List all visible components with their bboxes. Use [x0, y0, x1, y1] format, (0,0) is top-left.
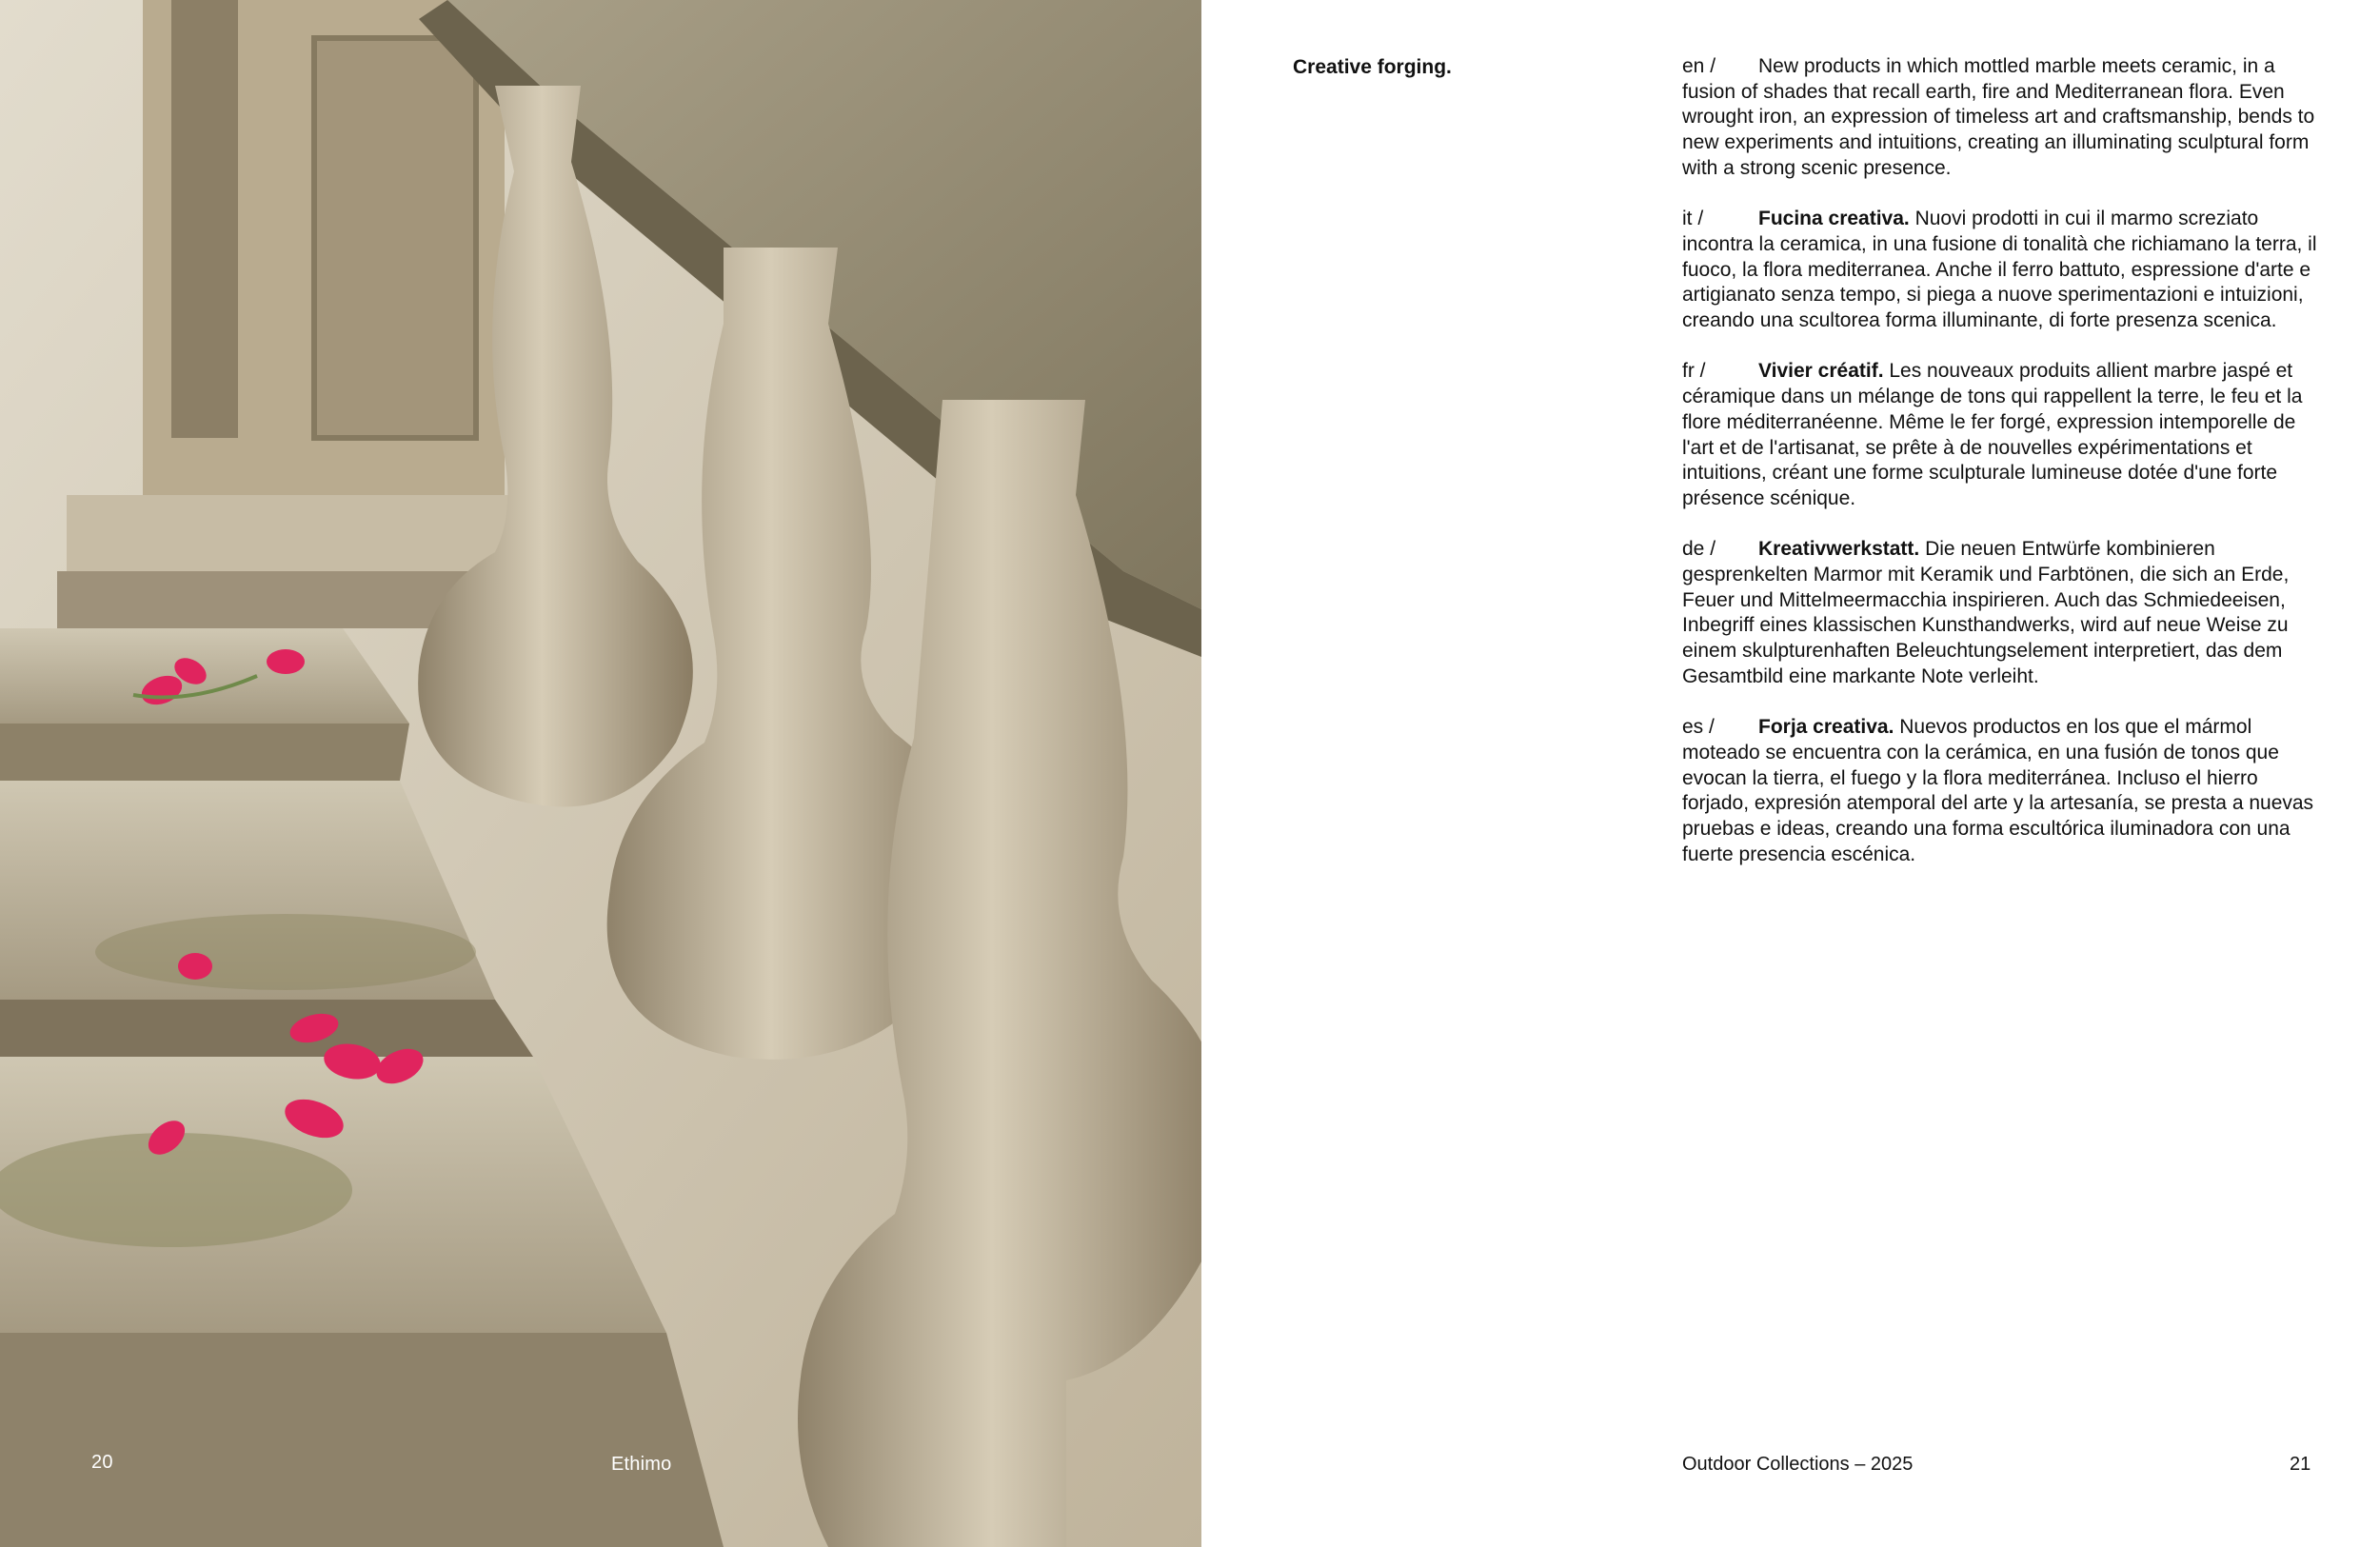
paragraph-body: Nuevos productos en los que el mármol moteado se encuentra con la cerámica, en una fusión de tonos que evocan la tierra, el fuego y la flora mediterránea. Incluso el hierro forjado, expresión atemporal del arte y la artesanía, se presta a nuevas pruebas e ideas, creando una forma escultórica iluminadora con una fuerte presencia escénica. — [1682, 716, 2314, 865]
paragraph-body: Nuovi prodotti in cui il marmo screziato incontra la ceramica, in una fusione di tonalità che richiamano la terra, il fuoco, la flora mediterranea. Anche il ferro battuto, espressione d'arte e artigianato senza tempo, si piega a nuove sperimentazioni e intuizioni, creando una scultorea forma illuminante, di forte presenza scenica. — [1682, 208, 2317, 332]
paragraph-lead: Kreativwerkstatt. — [1758, 538, 1920, 561]
paragraph-body: Les nouveaux produits allient marbre jaspé et céramique dans un mélange de tons qui rappellent la terre, le feu et la flore méditerranéenne. Même le fer forgé, expression intemporelle de l'art et de l'artisanat, se prête à de nouvelles expérimentations et intuitions, créant une forme sculpturale lumineuse dotée d'une forte présence scénique. — [1682, 360, 2303, 509]
section-title: Creative forging. — [1293, 56, 1452, 78]
paragraph-lead: Forja creativa. — [1758, 716, 1894, 739]
paragraph-lead: Vivier créatif. — [1758, 360, 1884, 383]
paragraph-body: Die neuen Entwürfe kombinieren gesprenkelten Marmor mit Keramik und Farbtönen, die sich an Erde, Feuer und Mittelmeermacchia inspirieren. Auch das Schmiedeeisen, Inbegriff eines klassischen Kunsthandwerks, wird auf neue Weise zu einem skulpturenhaften Beleuchtungselement interpretiert, das dem Gesamtbild eine markante Note verleiht. — [1682, 538, 2290, 687]
paragraph-it — [1682, 207, 2330, 334]
paragraph-en — [1682, 54, 2330, 182]
left-page-number: 20 — [91, 1452, 113, 1473]
paragraph-fr — [1682, 359, 2330, 511]
paragraph-body: New products in which mottled marble meets ceramic, in a fusion of shades that recall earth, fire and Mediterranean flora. Even wrought iron, an expression of timeless art and craftsmanship, bends to new experiments and intuitions, creating an illuminating sculptural form with a strong scenic presence. — [1682, 55, 2315, 179]
lang-code: fr / — [1682, 360, 1706, 383]
paragraph-es — [1682, 715, 2330, 867]
lang-code: en / — [1682, 55, 1716, 77]
lang-code: es / — [1682, 716, 1715, 739]
brand-name: Ethimo — [611, 1454, 672, 1475]
multilingual-text-column — [1682, 54, 2330, 893]
lang-code: de / — [1682, 538, 1716, 561]
lang-code: it / — [1682, 208, 1704, 230]
right-page-number: 21 — [2290, 1454, 2311, 1475]
paragraph-lead: Fucina creativa. — [1758, 208, 1910, 230]
footer-title: Outdoor Collections – 2025 — [1682, 1454, 1914, 1475]
paragraph-de — [1682, 537, 2330, 689]
